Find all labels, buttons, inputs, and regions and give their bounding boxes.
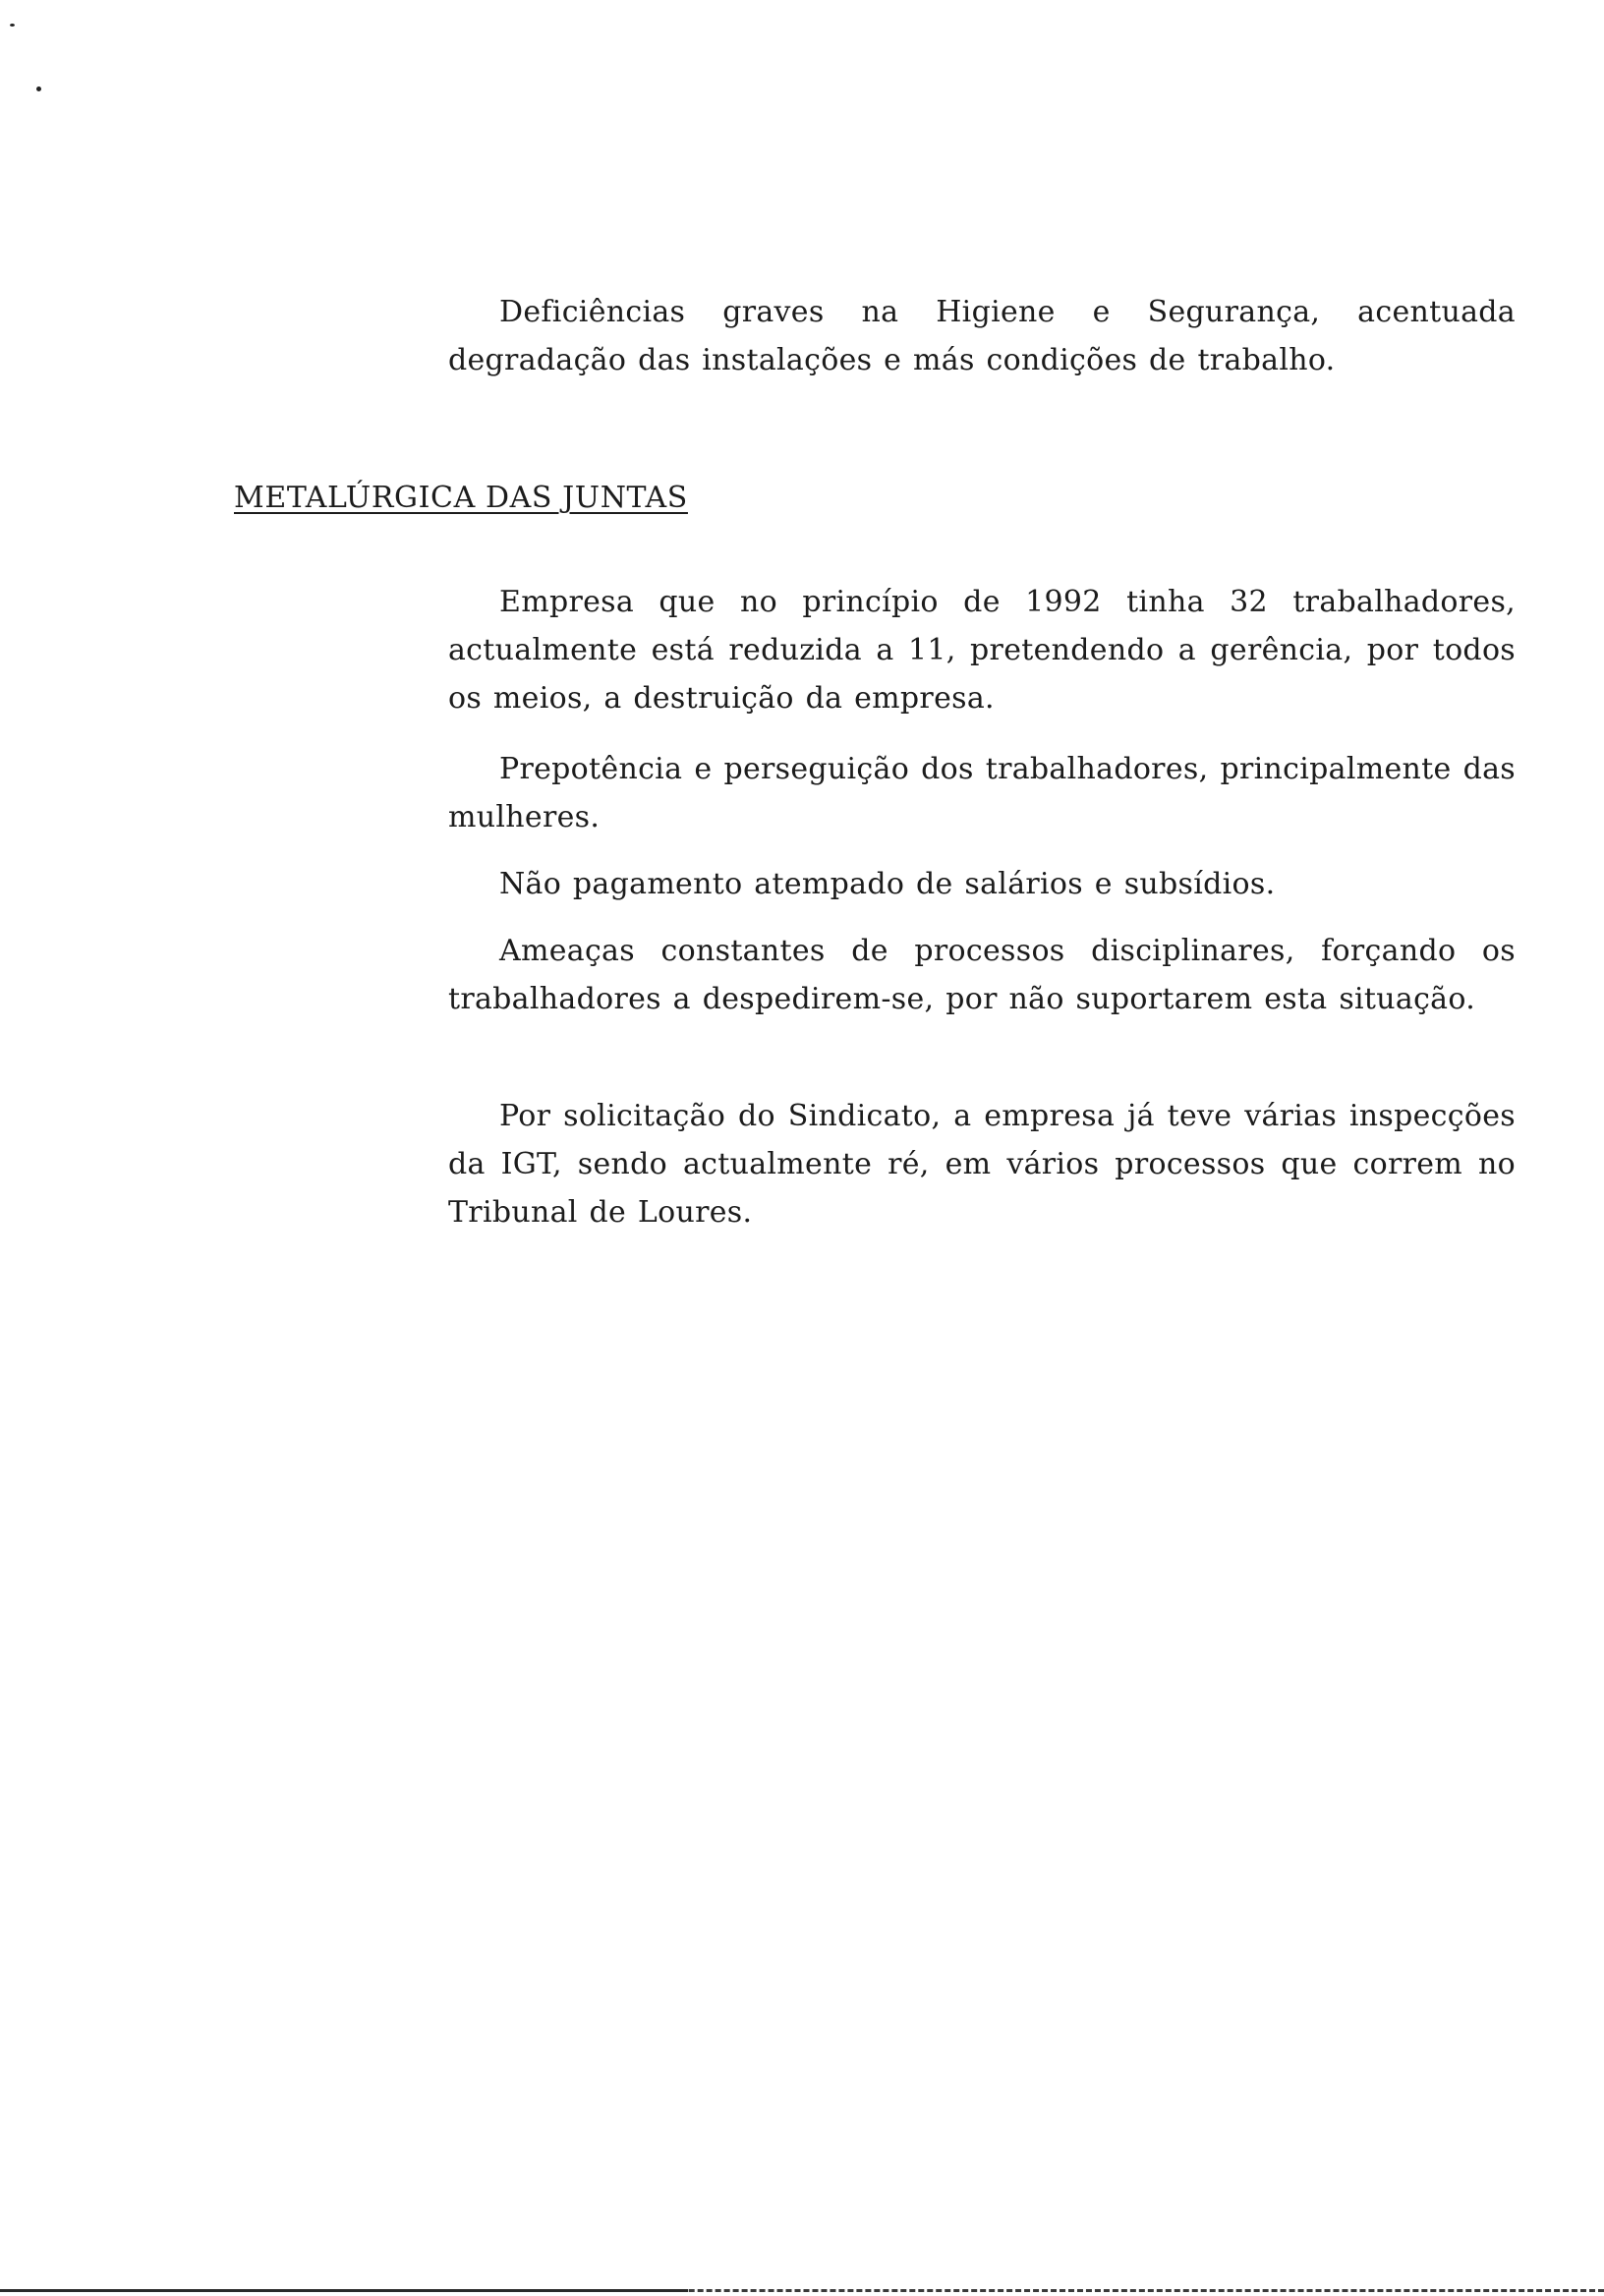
section-paragraph: Não pagamento atempado de salários e subsídios. — [499, 867, 1276, 901]
section-paragraph: Empresa que no princípio de 1992 tinha 32 trabalhadores, actualmente está reduzida a 11, pretendendo a gerência, por todos os meios, a destruição da empresa. — [448, 585, 1516, 716]
scan-edge-line — [0, 2289, 688, 2292]
section-paragraph: Por solicitação do Sindicato, a empresa já teve várias inspecções da IGT, sendo actualmente ré, em vários processos que correm no Tribunal de Loures. — [448, 1099, 1516, 1230]
scan-speck — [10, 24, 15, 27]
intro-paragraph: Deficiências graves na Higiene e Segurança, acentuada degradação das instalações e más condições de trabalho. — [448, 295, 1516, 377]
section-heading: METALÚRGICA DAS JUNTAS — [234, 481, 688, 515]
section-paragraph: Ameaças constantes de processos disciplinares, forçando os trabalhadores a despedirem-se, por não suportarem esta situação. — [448, 934, 1516, 1016]
section-paragraph: Prepotência e perseguição dos trabalhadores, principalmente das mulheres. — [448, 752, 1516, 834]
scan-speck — [36, 86, 41, 91]
